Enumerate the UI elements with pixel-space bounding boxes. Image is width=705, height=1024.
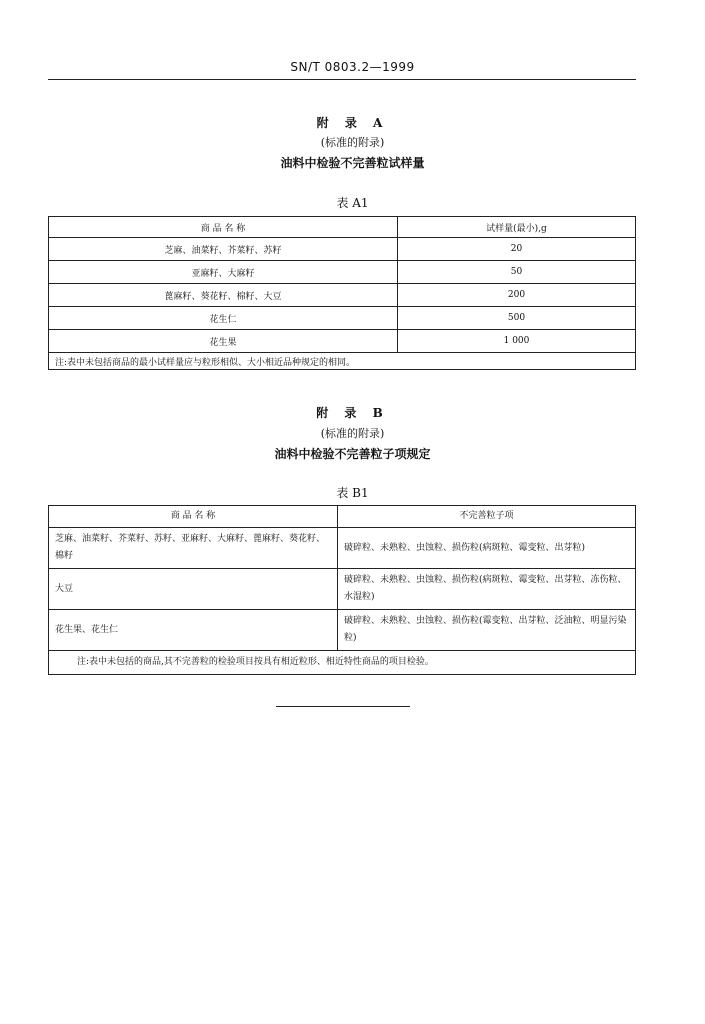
cell-commodity: 芝麻、油菜籽、芥菜籽、苏籽、亚麻籽、大麻籽、蓖麻籽、葵花籽、棉籽 (49, 528, 338, 569)
cell-defect-items: 破碎粒、未熟粒、虫蚀粒、损伤粒(病斑粒、霉变粒、出芽粒、冻伤粒、水湿粒) (338, 569, 636, 610)
cell-commodity: 花生仁 (49, 307, 398, 330)
table-row (49, 307, 636, 330)
cell-sample-size: 20 (398, 238, 636, 261)
appendix-a-subtitle: (标准的附录) (320, 136, 385, 149)
table-header-row (49, 506, 636, 528)
cell-commodity: 芝麻、油菜籽、芥菜籽、苏籽 (49, 238, 398, 261)
table-note-row (49, 651, 636, 675)
table-b1-note: 注:表中未包括的商品,其不完善粒的检验项目按具有相近粒形、相近特性商品的项目检验。 (49, 651, 636, 675)
appendix-b-title: 附 录 B (316, 406, 389, 420)
table-row (49, 330, 636, 353)
column-header-name: 商 品 名 称 (49, 217, 398, 238)
header-divider (48, 79, 636, 80)
table-row (49, 238, 636, 261)
table-row (49, 261, 636, 284)
table-header-row (49, 217, 636, 238)
column-header-sample-size: 试样量(最小),g (398, 217, 636, 238)
cell-commodity: 蓖麻籽、葵花籽、棉籽、大豆 (49, 284, 398, 307)
cell-commodity: 大豆 (49, 569, 338, 610)
column-header-defect-items: 不完善粒子项 (338, 506, 636, 528)
cell-sample-size: 200 (398, 284, 636, 307)
appendix-b-subtitle: (标准的附录) (320, 427, 385, 440)
table-row (49, 610, 636, 651)
cell-commodity: 亚麻籽、大麻籽 (49, 261, 398, 284)
cell-commodity: 花生果、花生仁 (49, 610, 338, 651)
table-row (49, 284, 636, 307)
table-b1 (48, 505, 636, 675)
cell-sample-size: 50 (398, 261, 636, 284)
cell-defect-items: 破碎粒、未熟粒、虫蚀粒、损伤粒(霉变粒、出芽粒、泛油粒、明显污染粒) (338, 610, 636, 651)
table-a1-note: 注:表中未包括商品的最小试样量应与粒形相似、大小相近品种规定的相同。 (49, 353, 636, 370)
table-row (49, 569, 636, 610)
table-a1-title: 表 A1 (336, 196, 369, 210)
standard-code: SN/T 0803.2—1999 (290, 60, 415, 74)
appendix-a-title: 附 录 A (316, 116, 389, 130)
cell-sample-size: 1 000 (398, 330, 636, 353)
appendix-a-heading: 油料中检验不完善粒试样量 (280, 156, 425, 170)
cell-defect-items: 破碎粒、未熟粒、虫蚀粒、损伤粒(病斑粒、霉变粒、出芽粒) (338, 528, 636, 569)
table-note-row (49, 353, 636, 370)
end-rule (276, 706, 410, 707)
table-a1 (48, 216, 636, 370)
column-header-name: 商 品 名 称 (49, 506, 338, 528)
appendix-b-heading: 油料中检验不完善粒子项规定 (274, 447, 431, 461)
table-b1-title: 表 B1 (336, 486, 369, 500)
cell-commodity: 花生果 (49, 330, 398, 353)
cell-sample-size: 500 (398, 307, 636, 330)
table-row (49, 528, 636, 569)
